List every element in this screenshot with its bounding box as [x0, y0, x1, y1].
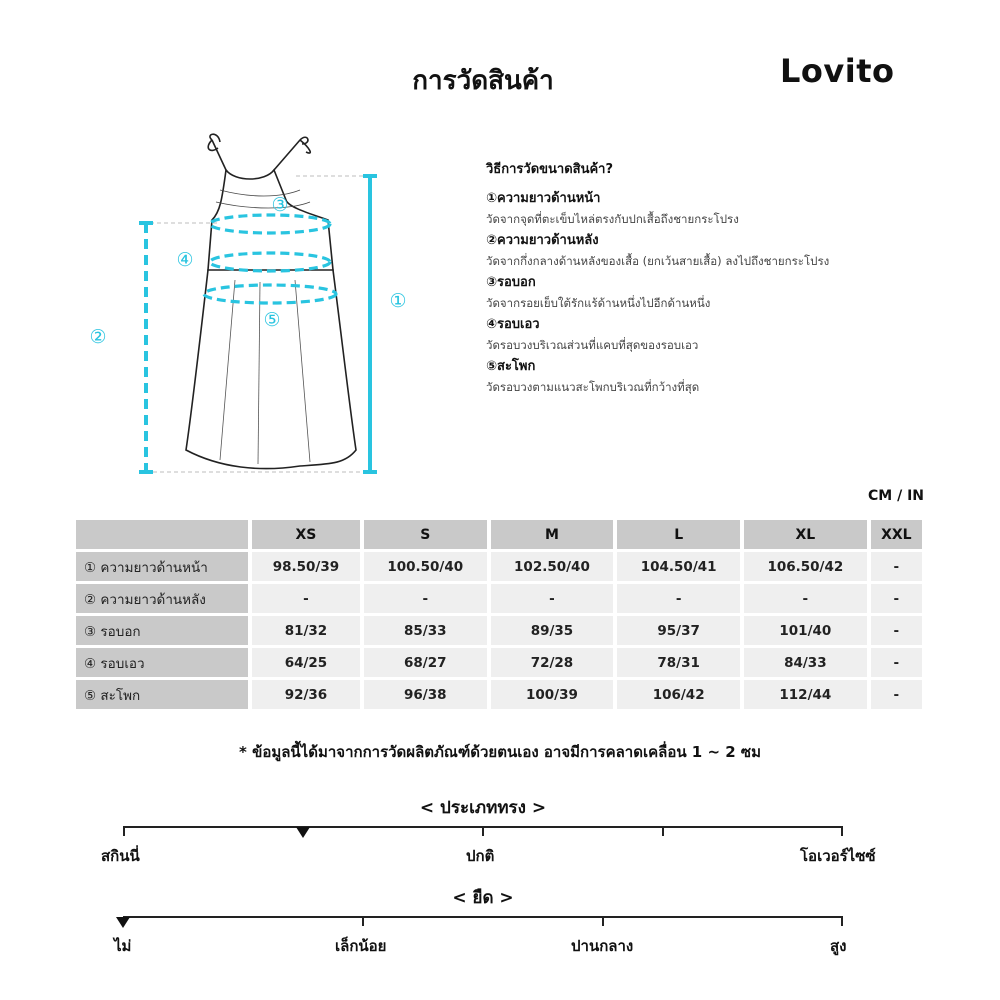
stretch-label-medium: ปานกลาง — [571, 937, 634, 955]
measure-guide — [486, 158, 966, 399]
fit-scale-tick — [123, 826, 125, 836]
measure-item-desc: วัดจากจุดที่ตะเข็บไหล่ตรงกับปกเสื้อถึงชายกระโปรง — [486, 212, 739, 226]
table-cell: 104.50/41 — [617, 552, 740, 581]
stretch-scale-tick — [362, 916, 364, 926]
measure-item-desc: วัดจากกึ่งกลางด้านหลังของเสื้อ (ยกเว้นสายเสื้อ) ลงไปถึงชายกระโปรง — [486, 254, 830, 268]
size-header: XL — [744, 520, 867, 549]
table-cell: 92/36 — [252, 680, 360, 709]
row-label: ③ รอบอก — [76, 616, 248, 645]
row-label: ② ความยาวด้านหลัง — [76, 584, 248, 613]
table-cell: 106/42 — [617, 680, 740, 709]
table-cell: 100.50/40 — [364, 552, 487, 581]
table-cell: 101/40 — [744, 616, 867, 645]
unit-label: CM / IN — [868, 488, 924, 504]
table-cell: - — [871, 680, 922, 709]
measure-item-back-length — [486, 231, 966, 271]
table-cell: 64/25 — [252, 648, 360, 677]
table-cell: - — [871, 648, 922, 677]
stretch-label-none: ไม่ — [114, 937, 132, 955]
stretch-scale-marker — [116, 917, 130, 928]
row-label: ① ความยาวด้านหน้า — [76, 552, 248, 581]
brand-logo: Lovito — [780, 52, 895, 90]
stretch-label-high: สูง — [830, 937, 847, 955]
table-row — [76, 616, 922, 645]
fit-label-oversize: โอเวอร์ไซซ์ — [800, 847, 876, 865]
measure-item-name: ①ความยาวด้านหน้า — [486, 191, 601, 206]
size-table — [72, 517, 926, 712]
stretch-scale-tick — [841, 916, 843, 926]
measure-item-front-length — [486, 189, 966, 229]
fit-label-regular: ปกติ — [466, 847, 495, 865]
marker-waist: ④ — [176, 249, 194, 271]
table-cell: - — [744, 584, 867, 613]
table-row — [76, 680, 922, 709]
fit-scale-tick — [841, 826, 843, 836]
stretch-scale-line — [123, 916, 843, 918]
fit-scale-title: < ประเภททรง > — [419, 798, 547, 818]
size-table-corner — [76, 520, 248, 549]
table-cell: - — [252, 584, 360, 613]
table-cell: - — [617, 584, 740, 613]
table-cell: 98.50/39 — [252, 552, 360, 581]
table-cell: 81/32 — [252, 616, 360, 645]
table-cell: 89/35 — [491, 616, 614, 645]
table-cell: 106.50/42 — [744, 552, 867, 581]
table-cell: - — [871, 552, 922, 581]
table-cell: - — [871, 616, 922, 645]
fit-scale-tick — [482, 826, 484, 836]
table-cell: 102.50/40 — [491, 552, 614, 581]
table-row — [76, 552, 922, 581]
table-cell: 112/44 — [744, 680, 867, 709]
size-header: XXL — [871, 520, 922, 549]
table-cell: 72/28 — [491, 648, 614, 677]
table-cell: - — [364, 584, 487, 613]
size-header: XS — [252, 520, 360, 549]
row-label: ④ รอบเอว — [76, 648, 248, 677]
dress-bodice — [208, 170, 333, 275]
marker-front-length: ① — [389, 290, 407, 312]
marker-hip: ⑤ — [263, 309, 281, 331]
marker-back-length: ② — [89, 326, 107, 348]
measure-guide-title: วิธีการวัดขนาดสินค้า? — [486, 162, 614, 177]
fit-scale-tick — [662, 826, 664, 836]
fit-label-skinny: สกินนี่ — [101, 847, 140, 865]
measure-item-hip — [486, 357, 966, 397]
measure-item-name: ③รอบอก — [486, 275, 536, 290]
back-length-measure-line — [139, 223, 153, 472]
table-cell: - — [871, 584, 922, 613]
table-cell: 96/38 — [364, 680, 487, 709]
measure-item-name: ②ความยาวด้านหลัง — [486, 233, 599, 248]
stretch-scale-title: < ยืด > — [452, 888, 514, 908]
measure-item-desc: วัดรอบวงบริเวณส่วนที่แคบที่สุดของรอบเอว — [486, 338, 699, 352]
row-label: ⑤ สะโพก — [76, 680, 248, 709]
table-cell: 68/27 — [364, 648, 487, 677]
table-row — [76, 648, 922, 677]
size-header: L — [617, 520, 740, 549]
page-title: การวัดสินค้า — [412, 66, 554, 96]
size-header: S — [364, 520, 487, 549]
stretch-scale — [123, 916, 843, 946]
table-cell: 84/33 — [744, 648, 867, 677]
measure-item-waist — [486, 315, 966, 355]
table-cell: 95/37 — [617, 616, 740, 645]
stretch-scale-tick — [602, 916, 604, 926]
measure-item-bust — [486, 273, 966, 313]
measure-item-name: ④รอบเอว — [486, 317, 540, 332]
size-table-header-row — [76, 520, 922, 549]
size-header: M — [491, 520, 614, 549]
table-cell: 100/39 — [491, 680, 614, 709]
stretch-label-slight: เล็กน้อย — [335, 937, 387, 955]
table-cell: 85/33 — [364, 616, 487, 645]
front-length-measure-line — [363, 176, 377, 472]
fit-scale-marker — [296, 827, 310, 838]
table-cell: - — [491, 584, 614, 613]
marker-bust: ③ — [271, 194, 289, 216]
measurement-note: * ข้อมูลนี้ได้มาจากการวัดผลิตภัณฑ์ด้วยตนเอง อาจมีการคลาดเคลื่อน 1 ~ 2 ซม — [239, 743, 761, 761]
dress-diagram — [60, 120, 480, 490]
table-cell: 78/31 — [617, 648, 740, 677]
measure-item-desc: วัดรอบวงตามแนวสะโพกบริเวณที่กว้างที่สุด — [486, 380, 700, 394]
measure-item-name: ⑤สะโพก — [486, 359, 536, 374]
table-row — [76, 584, 922, 613]
dress-skirt — [186, 270, 356, 469]
measure-item-desc: วัดจากรอยเย็บใต้รักแร้ด้านหนึ่งไปอีกด้านหนึ่ง — [486, 296, 711, 310]
